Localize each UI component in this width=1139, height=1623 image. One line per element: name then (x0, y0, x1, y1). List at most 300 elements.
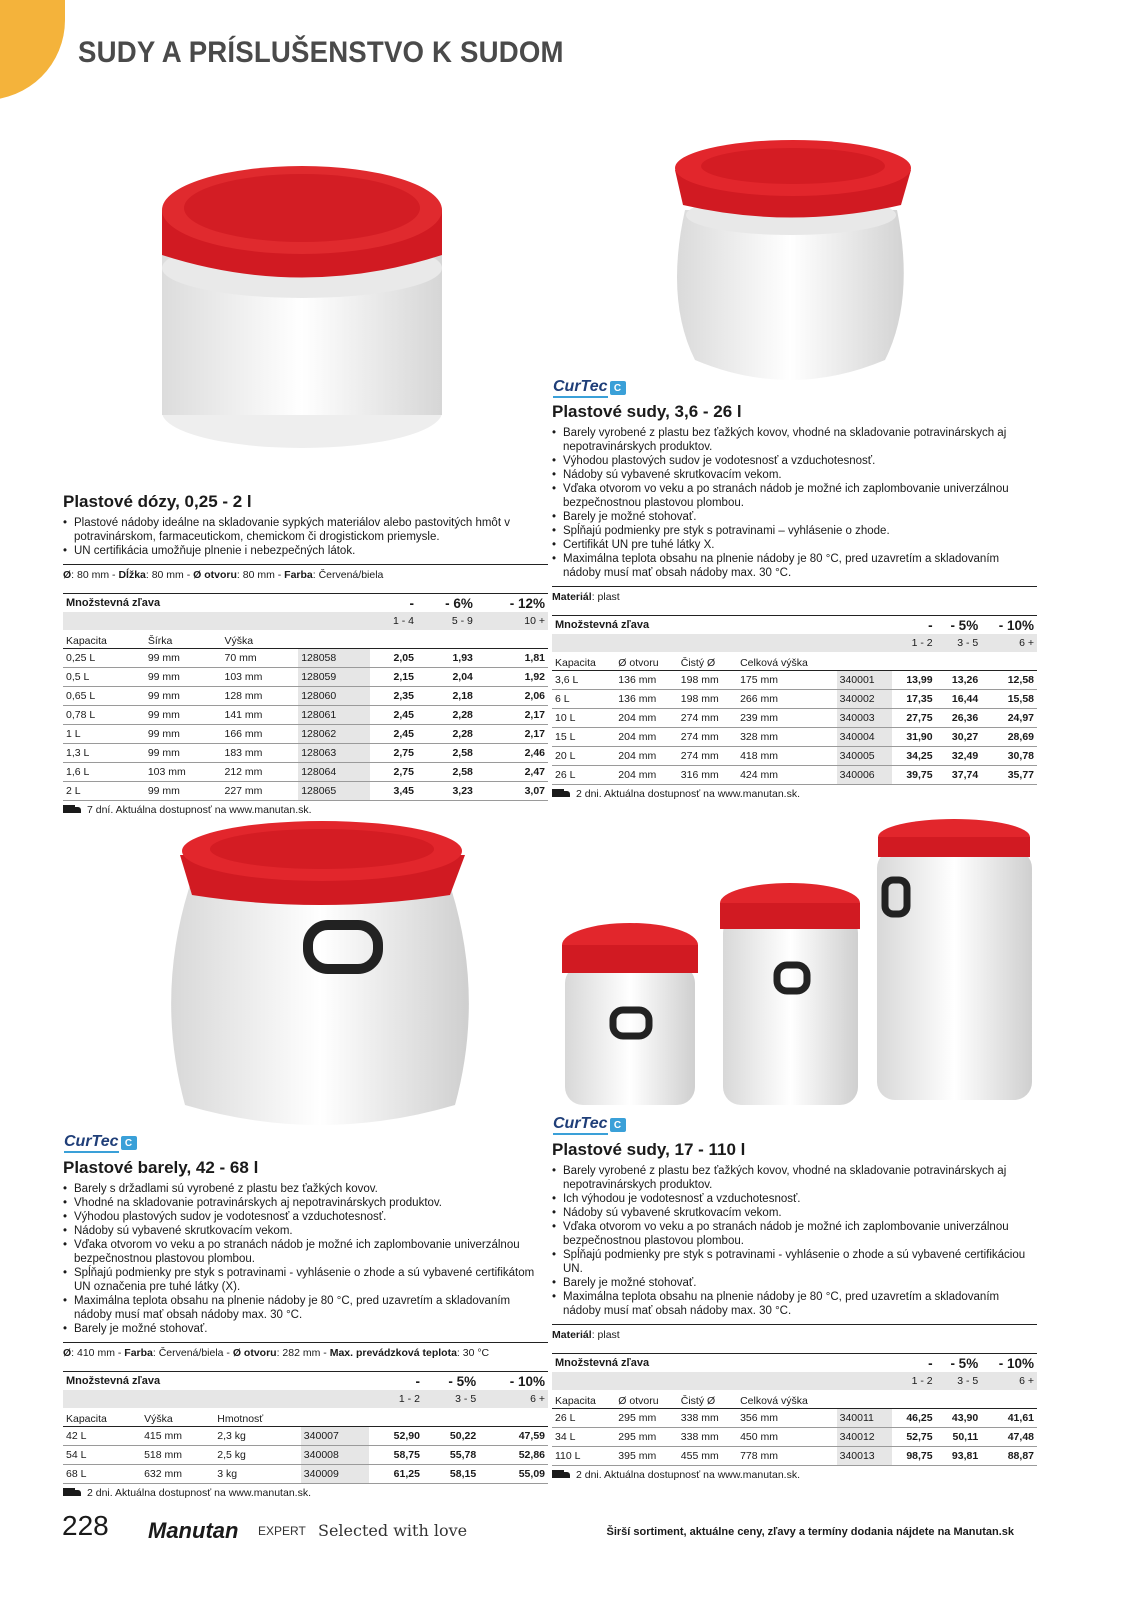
column-header: Kapacita (552, 652, 615, 671)
feature-item: • Výhodou plastových sudov je vodotesnosť a vzduchotesnosť. (552, 454, 1037, 468)
column-header-row (63, 630, 548, 649)
column-header (369, 1408, 423, 1427)
tagline: Selected with love (318, 1521, 468, 1540)
discount-value: - 10% (479, 1372, 548, 1391)
table-cell: 3,6 L (552, 671, 615, 690)
feature-item: • Plastové nádoby ideálne na skladovanie sypkých materiálov alebo pastovitých hmôt v potravinárskom, farmaceutickom, chemickom či drogistickom priemysle. (63, 516, 548, 544)
feature-item: • Vďaka otvorom vo veku a po stranách nádob je možné ich zaplombovanie univerzálnou bezpečnostnou plastovou plombou. (63, 1238, 548, 1266)
table-cell: 0,65 L (63, 687, 145, 706)
price-cell: 2,75 (370, 744, 417, 763)
column-header: Celková výška (737, 1390, 837, 1409)
table-cell: 99 mm (145, 649, 222, 668)
price-cell: 58,15 (423, 1465, 479, 1484)
column-header: Kapacita (63, 630, 145, 649)
article-number: 340008 (301, 1446, 369, 1465)
table-cell: 68 L (63, 1465, 141, 1484)
price-cell: 32,49 (936, 747, 982, 766)
price-cell: 2,46 (476, 744, 548, 763)
price-cell: 58,75 (369, 1446, 423, 1465)
table-cell: 6 L (552, 690, 615, 709)
spec-key: Ø otvoru (232, 1347, 277, 1359)
quantity-range: 1 - 4 (370, 612, 417, 630)
table-cell: 2,5 kg (214, 1446, 301, 1465)
price-cell: 61,25 (369, 1465, 423, 1484)
quantity-spacer (552, 634, 892, 652)
product-name: Plastové sudy, 3,6 - 26 l (552, 402, 742, 421)
feature-item: • Nádoby sú vybavené skrutkovacím vekom. (552, 1206, 1037, 1220)
table-cell: 274 mm (678, 728, 737, 747)
table-cell: 183 mm (222, 744, 299, 763)
table-cell: 99 mm (145, 687, 222, 706)
price-cell: 34,25 (892, 747, 936, 766)
article-number: 340007 (301, 1427, 369, 1446)
article-number: 340003 (837, 709, 892, 728)
price-cell: 43,90 (936, 1409, 982, 1428)
price-cell: 2,35 (370, 687, 417, 706)
price-cell: 2,18 (417, 687, 476, 706)
table-cell: 42 L (63, 1427, 141, 1446)
quantity-range: 3 - 5 (423, 1390, 479, 1408)
column-header (981, 652, 1037, 671)
table-cell: 26 L (552, 1409, 615, 1428)
discount-value: - (892, 616, 936, 635)
article-number: 128065 (298, 782, 370, 801)
price-cell: 55,09 (479, 1465, 548, 1484)
column-header (301, 1408, 369, 1427)
feature-item: • UN certifikácia umožňuje plnenie i nebezpečných látok. (63, 544, 548, 558)
price-cell: 3,23 (417, 782, 476, 801)
spec-value: : Červená/biela - (152, 1347, 233, 1359)
table-row (63, 706, 548, 725)
feature-item: • Vďaka otvorom vo veku a po stranách nádob je možné ich zaplombovanie univerzálnou bezpečnostnou plastovou plombou. (552, 1220, 1037, 1248)
price-cell: 47,59 (479, 1427, 548, 1446)
product-image-barrel (160, 815, 485, 1135)
price-cell: 52,75 (892, 1428, 936, 1447)
column-header: Výška (222, 630, 299, 649)
column-header (479, 1408, 548, 1427)
table-cell: 26 L (552, 766, 615, 785)
feature-item: • Výhodou plastových sudov je vodotesnosť a vzduchotesnosť. (63, 1210, 548, 1224)
table-cell: 418 mm (737, 747, 837, 766)
quantity-row (552, 634, 1037, 652)
column-header: Výška (141, 1408, 214, 1427)
table-cell: 0,25 L (63, 649, 145, 668)
price-cell: 88,87 (981, 1447, 1037, 1466)
table-row (63, 782, 548, 801)
price-cell: 13,26 (936, 671, 982, 690)
table-cell: 128 mm (222, 687, 299, 706)
table-row (63, 1427, 548, 1446)
table-cell: 239 mm (737, 709, 837, 728)
table-cell: 1,6 L (63, 763, 145, 782)
table-cell: 103 mm (145, 763, 222, 782)
spec-key: Materiál (552, 591, 592, 603)
table-cell: 2 L (63, 782, 145, 801)
delivery-text: 2 dni. Aktuálna dostupnosť na www.manutan.sk. (87, 1487, 311, 1499)
quantity-spacer (63, 1390, 369, 1408)
price-cell: 2,45 (370, 725, 417, 744)
feature-item: • Maximálna teplota obsahu na plnenie nádoby je 80 °C, pred uzavretím a skladovaním nádoby musí mať obsah nádoby max. 30 °C. (552, 1290, 1037, 1318)
spec-value: : plast (591, 1329, 620, 1341)
delivery-text: 7 dní. Aktuálna dostupnosť na www.manutan.sk. (87, 804, 312, 816)
table-row (63, 1446, 548, 1465)
curtec-logo: CurTec C (64, 1133, 137, 1153)
table-cell: 99 mm (145, 668, 222, 687)
page-number: 228 (62, 1510, 109, 1541)
column-header: Ø otvoru (615, 652, 677, 671)
truck-icon (552, 1470, 570, 1480)
spec-key: Materiál (552, 1329, 592, 1341)
table-cell: 99 mm (145, 744, 222, 763)
article-number: 340005 (837, 747, 892, 766)
table-row (552, 766, 1037, 785)
price-cell: 1,81 (476, 649, 548, 668)
article-number: 128061 (298, 706, 370, 725)
price-cell: 52,90 (369, 1427, 423, 1446)
quantity-range: 6 + (981, 634, 1037, 652)
table-cell: 34 L (552, 1428, 615, 1447)
article-number: 128059 (298, 668, 370, 687)
price-cell: 16,44 (936, 690, 982, 709)
table-cell: 632 mm (141, 1465, 214, 1484)
column-header: Kapacita (63, 1408, 141, 1427)
table-row (552, 709, 1037, 728)
table-cell: 266 mm (737, 690, 837, 709)
column-header: Čistý Ø (678, 1390, 737, 1409)
price-cell: 30,27 (936, 728, 982, 747)
article-number: 128063 (298, 744, 370, 763)
table-cell: 424 mm (737, 766, 837, 785)
table-cell: 175 mm (737, 671, 837, 690)
feature-item: • Spĺňajú podmienky pre styk s potravinami - vyhlásenie o zhode a sú vybavené certifikátom UN označenia pre tuhé látky (X). (63, 1266, 548, 1294)
spec-value: : 282 mm - (276, 1347, 330, 1359)
table-cell: 316 mm (678, 766, 737, 785)
spec-value: : 410 mm - (71, 1347, 125, 1359)
feature-item: • Vďaka otvorom vo veku a po stranách nádob je možné ich zaplombovanie univerzálnou bezpečnostnou plastovou plombou. (552, 482, 1037, 510)
column-header: Kapacita (552, 1390, 615, 1409)
price-cell: 2,75 (370, 763, 417, 782)
table-cell: 0,5 L (63, 668, 145, 687)
corner-accent (0, 0, 65, 100)
price-cell: 39,75 (892, 766, 936, 785)
feature-item: • Barely je možné stohovať. (63, 1322, 548, 1336)
price-cell: 2,58 (417, 744, 476, 763)
delivery-info (63, 804, 548, 816)
quantity-range: 1 - 2 (369, 1390, 423, 1408)
table-cell: 141 mm (222, 706, 299, 725)
table-row (63, 725, 548, 744)
price-cell: 98,75 (892, 1447, 936, 1466)
price-cell: 2,17 (476, 725, 548, 744)
table-cell: 204 mm (615, 728, 677, 747)
column-header (837, 652, 892, 671)
footer-info: Širší sortiment, aktuálne ceny, zľavy a termíny dodania nájdete na Manutan.sk (606, 1526, 1014, 1538)
price-cell: 2,05 (370, 649, 417, 668)
feature-item: • Vhodné na skladovanie potravinárskych aj nepotravinárskych produktov. (63, 1196, 548, 1210)
discount-value: - 10% (981, 1354, 1037, 1373)
article-number: 128062 (298, 725, 370, 744)
spec-value: : 80 mm - (71, 569, 119, 581)
table-row (552, 690, 1037, 709)
discount-label: Množstevná zľava (552, 1354, 892, 1373)
price-cell: 27,75 (892, 709, 936, 728)
column-header: Šírka (145, 630, 222, 649)
product-section (552, 402, 1037, 800)
column-header: Čistý Ø (678, 652, 737, 671)
spec-key: Farba (284, 569, 313, 581)
discount-label: Množstevná zľava (63, 594, 370, 613)
discount-value: - 5% (936, 1354, 982, 1373)
quantity-row (552, 1372, 1037, 1390)
table-cell: 274 mm (678, 747, 737, 766)
column-header (892, 652, 936, 671)
price-cell: 1,93 (417, 649, 476, 668)
column-header (981, 1390, 1037, 1409)
article-number: 340001 (837, 671, 892, 690)
product-section (63, 492, 548, 816)
product-image-jar (150, 150, 460, 455)
price-table (552, 615, 1037, 785)
price-cell: 2,15 (370, 668, 417, 687)
delivery-info (63, 1487, 548, 1499)
feature-item: • Barely vyrobené z plastu bez ťažkých kovov, vhodné na skladovanie potravinárskych aj nepotravinárskych produktov. (552, 426, 1037, 454)
table-cell: 2,3 kg (214, 1427, 301, 1446)
table-row (552, 1428, 1037, 1447)
delivery-info (552, 788, 1037, 800)
product-image-drum-set (555, 815, 1045, 1115)
table-cell: 15 L (552, 728, 615, 747)
discount-value: - 5% (423, 1372, 479, 1391)
column-header: Hmotnosť (214, 1408, 301, 1427)
price-cell: 37,74 (936, 766, 982, 785)
article-number: 340004 (837, 728, 892, 747)
price-cell: 2,28 (417, 706, 476, 725)
feature-list (63, 516, 548, 558)
table-cell: 99 mm (145, 725, 222, 744)
price-cell: 12,58 (981, 671, 1037, 690)
table-cell: 166 mm (222, 725, 299, 744)
table-cell: 99 mm (145, 706, 222, 725)
table-cell: 778 mm (737, 1447, 837, 1466)
feature-item: • Barely je možné stohovať. (552, 510, 1037, 524)
discount-value: - 12% (476, 594, 548, 613)
feature-item: • Nádoby sú vybavené skrutkovacím vekom. (63, 1224, 548, 1238)
table-cell: 54 L (63, 1446, 141, 1465)
feature-item: • Spĺňajú podmienky pre styk s potravinami - vyhlásenie o zhode a sú vybavené certifikáciou UN. (552, 1248, 1037, 1276)
price-cell: 46,25 (892, 1409, 936, 1428)
table-cell: 20 L (552, 747, 615, 766)
column-header (476, 630, 548, 649)
spec-line (63, 564, 548, 581)
truck-icon (63, 1488, 81, 1498)
delivery-text: 2 dni. Aktuálna dostupnosť na www.manutan.sk. (576, 788, 800, 800)
table-row (552, 1447, 1037, 1466)
delivery-text: 2 dni. Aktuálna dostupnosť na www.manutan.sk. (576, 1469, 800, 1481)
table-cell: 198 mm (678, 690, 737, 709)
article-number: 128060 (298, 687, 370, 706)
quantity-row (63, 612, 548, 630)
article-number: 340011 (837, 1409, 892, 1428)
feature-item: • Maximálna teplota obsahu na plnenie nádoby je 80 °C, pred uzavretím a skladovaním nádoby musí mať obsah nádoby max. 30 °C. (63, 1294, 548, 1322)
table-cell: 1 L (63, 725, 145, 744)
quantity-range: 6 + (479, 1390, 548, 1408)
table-cell: 328 mm (737, 728, 837, 747)
table-cell: 1,3 L (63, 744, 145, 763)
feature-item: • Barely s držadlami sú vyrobené z plastu bez ťažkých kovov. (63, 1182, 548, 1196)
column-header (417, 630, 476, 649)
price-table (63, 1371, 548, 1484)
price-cell: 2,17 (476, 706, 548, 725)
table-cell: 0,78 L (63, 706, 145, 725)
price-cell: 17,35 (892, 690, 936, 709)
discount-label: Množstevná zľava (552, 616, 892, 635)
truck-icon (552, 789, 570, 799)
curtec-logo: CurTec C (553, 1115, 626, 1135)
quantity-range: 6 + (981, 1372, 1037, 1390)
spec-line (63, 1342, 548, 1359)
article-number: 340013 (837, 1447, 892, 1466)
discount-value: - 5% (936, 616, 982, 635)
price-cell: 3,45 (370, 782, 417, 801)
price-cell: 3,07 (476, 782, 548, 801)
column-header: Ø otvoru (615, 1390, 677, 1409)
price-cell: 24,97 (981, 709, 1037, 728)
product-section (552, 1140, 1037, 1481)
feature-item: • Nádoby sú vybavené skrutkovacím vekom. (552, 468, 1037, 482)
product-name: Plastové sudy, 17 - 110 l (552, 1140, 746, 1159)
table-cell: 204 mm (615, 766, 677, 785)
price-cell: 2,04 (417, 668, 476, 687)
feature-item: • Barely je možné stohovať. (552, 1276, 1037, 1290)
discount-value: - 6% (417, 594, 476, 613)
table-cell: 204 mm (615, 709, 677, 728)
table-cell: 415 mm (141, 1427, 214, 1446)
table-row (63, 744, 548, 763)
product-name: Plastové barely, 42 - 68 l (63, 1158, 259, 1177)
spec-key: Ø otvoru (193, 569, 237, 581)
table-cell: 295 mm (615, 1428, 677, 1447)
table-cell: 450 mm (737, 1428, 837, 1447)
quantity-range: 10 + (476, 612, 548, 630)
table-cell: 70 mm (222, 649, 299, 668)
table-cell: 3 kg (214, 1465, 301, 1484)
price-cell: 2,58 (417, 763, 476, 782)
price-cell: 28,69 (981, 728, 1037, 747)
curtec-logo: CurTec C (553, 378, 626, 398)
price-cell: 2,45 (370, 706, 417, 725)
spec-key: Farba (124, 1347, 153, 1359)
quantity-spacer (63, 612, 370, 630)
table-cell: 295 mm (615, 1409, 677, 1428)
feature-list (552, 1164, 1037, 1318)
spec-key: Ø (63, 569, 72, 581)
price-cell: 50,22 (423, 1427, 479, 1446)
quantity-spacer (552, 1372, 892, 1390)
feature-item: • Barely vyrobené z plastu bez ťažkých kovov, vhodné na skladovanie potravinárskych aj nepotravinárskych produktov. (552, 1164, 1037, 1192)
spec-value: : Červená/biela (312, 569, 384, 581)
table-cell: 395 mm (615, 1447, 677, 1466)
article-number: 128064 (298, 763, 370, 782)
discount-value: - 10% (981, 616, 1037, 635)
article-number: 340002 (837, 690, 892, 709)
spec-line (552, 1324, 1037, 1341)
price-cell: 52,86 (479, 1446, 548, 1465)
discount-row (63, 1372, 548, 1391)
table-cell: 212 mm (222, 763, 299, 782)
quantity-range: 1 - 2 (892, 634, 936, 652)
feature-list (63, 1182, 548, 1336)
quantity-row (63, 1390, 548, 1408)
price-cell: 41,61 (981, 1409, 1037, 1428)
table-cell: 110 L (552, 1447, 615, 1466)
column-header (423, 1408, 479, 1427)
spec-key: Max. prevádzková teplota (329, 1347, 457, 1359)
table-row (552, 1409, 1037, 1428)
price-table (63, 593, 548, 801)
discount-value: - (892, 1354, 936, 1373)
table-cell: 338 mm (678, 1409, 737, 1428)
quantity-range: 5 - 9 (417, 612, 476, 630)
price-cell: 31,90 (892, 728, 936, 747)
discount-label: Množstevná zľava (63, 1372, 369, 1391)
spec-value: : plast (591, 591, 620, 603)
discount-row (63, 594, 548, 613)
product-name: Plastové dózy, 0,25 - 2 l (63, 492, 252, 511)
column-header-row (552, 652, 1037, 671)
table-row (552, 747, 1037, 766)
price-cell: 30,78 (981, 747, 1037, 766)
quantity-range: 3 - 5 (936, 1372, 982, 1390)
table-cell: 204 mm (615, 747, 677, 766)
table-cell: 518 mm (141, 1446, 214, 1465)
column-header: Celková výška (737, 652, 837, 671)
table-row (63, 763, 548, 782)
table-row (63, 687, 548, 706)
price-cell: 55,78 (423, 1446, 479, 1465)
table-cell: 356 mm (737, 1409, 837, 1428)
table-cell: 455 mm (678, 1447, 737, 1466)
truck-icon (63, 805, 81, 815)
table-cell: 103 mm (222, 668, 299, 687)
table-cell: 338 mm (678, 1428, 737, 1447)
quantity-range: 1 - 2 (892, 1372, 936, 1390)
spec-key: Dĺžka (118, 569, 146, 581)
product-image-drum-small (665, 130, 920, 385)
discount-row (552, 616, 1037, 635)
spec-value: : 80 mm - (236, 569, 285, 581)
article-number: 340009 (301, 1465, 369, 1484)
feature-item: • Ich výhodou je vodotesnosť a vzduchotesnosť. (552, 1192, 1037, 1206)
product-section (63, 1158, 548, 1499)
feature-item: • Maximálna teplota obsahu na plnenie nádoby je 80 °C, pred uzavretím a skladovaním nádoby musí mať obsah nádoby max. 30 °C. (552, 552, 1037, 580)
price-cell: 2,28 (417, 725, 476, 744)
column-header (298, 630, 370, 649)
column-header (370, 630, 417, 649)
table-cell: 136 mm (615, 690, 677, 709)
brand-logo: Manutan (148, 1518, 239, 1543)
price-cell: 50,11 (936, 1428, 982, 1447)
table-cell: 274 mm (678, 709, 737, 728)
article-number: 340006 (837, 766, 892, 785)
price-cell: 26,36 (936, 709, 982, 728)
table-row (552, 728, 1037, 747)
brand-sub: EXPERT (258, 1524, 306, 1538)
spec-value: : 30 °C (456, 1347, 490, 1359)
price-cell: 47,48 (981, 1428, 1037, 1447)
column-header (936, 652, 982, 671)
table-row (63, 1465, 548, 1484)
table-cell: 136 mm (615, 671, 677, 690)
